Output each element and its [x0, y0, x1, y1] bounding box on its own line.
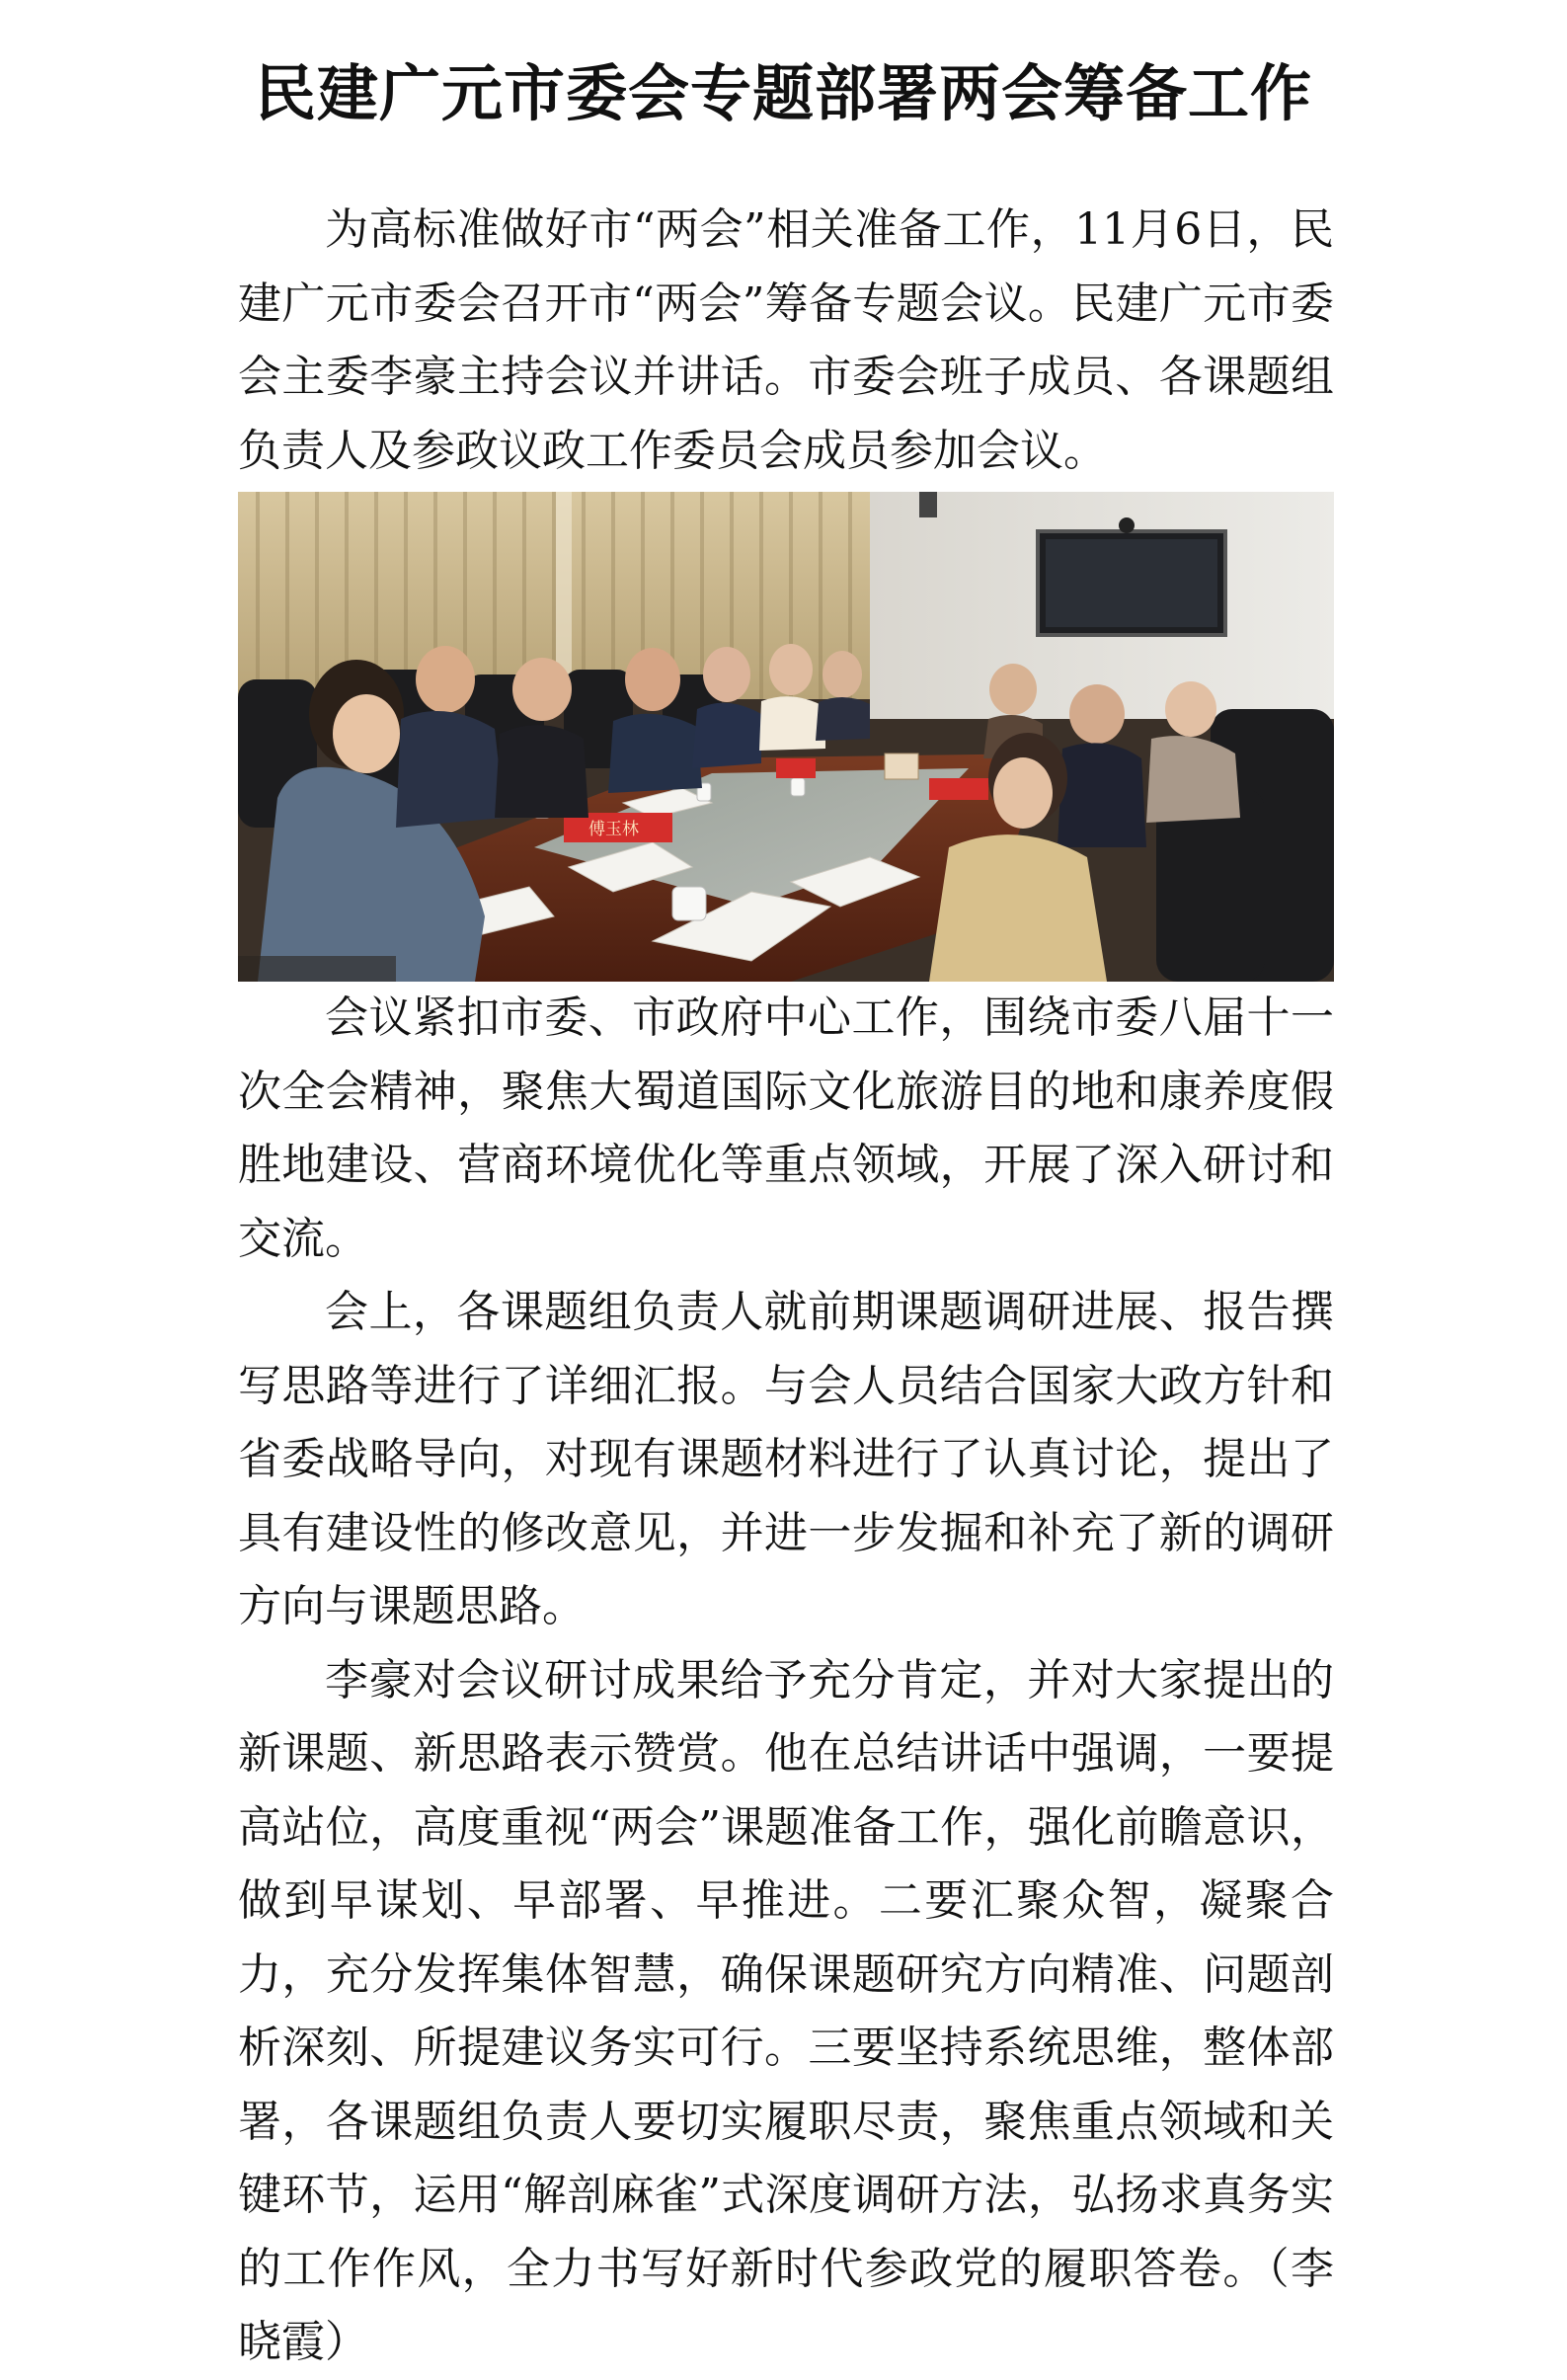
meeting-photo	[238, 492, 1334, 982]
paragraph-focus: 会议紧扣市委、市政府中心工作，围绕市委八届十一次全会精神，聚焦大蜀道国际文化旅游目的地和康养度假胜地建设、营商环境优化等重点领域，开展了深入研讨和交流。	[238, 992, 1334, 1264]
paragraph-conclusion: 李豪对会议研讨成果给予充分肯定，并对大家提出的新课题、新思路表示赞赏。他在总结讲话中强调，一要提高站位，高度重视“两会”课题准备工作，强化前瞻意识，做到早谋划、早部署、早推进。二要汇聚众智，凝聚合力，充分发挥集体智慧，确保课题研究方向精准、问题剖析深刻、所提建议务实可行。三要坚持系统思维，整体部署，各课题组负责人要切实履职尽责，聚焦重点领域和关键环节，运用“解剖麻雀”式深度调研方法，弘扬求真务实的工作作风，全力书写好新时代参政党的履职答卷。（李晓霞）	[238, 1654, 1334, 2367]
meeting-photo-illustration	[238, 492, 1334, 982]
name-plate-label: 傅玉林	[588, 820, 639, 839]
article-body	[238, 194, 1334, 2380]
article-title: 民建广元市委会专题部署两会筹备工作	[254, 56, 1312, 129]
paragraph-intro: 为高标准做好市“两会”相关准备工作，11月6日，民建广元市委会召开市“两会”筹备专题会议。民建广元市委会主委李豪主持会议并讲话。市委会班子成员、各课题组负责人及参政议政工作委员会成员参加会议。	[238, 204, 1334, 476]
paragraph-reports: 会上，各课题组负责人就前期课题调研进展、报告撰写思路等进行了详细汇报。与会人员结合国家大政方针和省委战略导向，对现有课题材料进行了认真讨论，提出了具有建设性的修改意见，并进一步发掘和补充了新的调研方向与课题思路。	[238, 1287, 1334, 1631]
